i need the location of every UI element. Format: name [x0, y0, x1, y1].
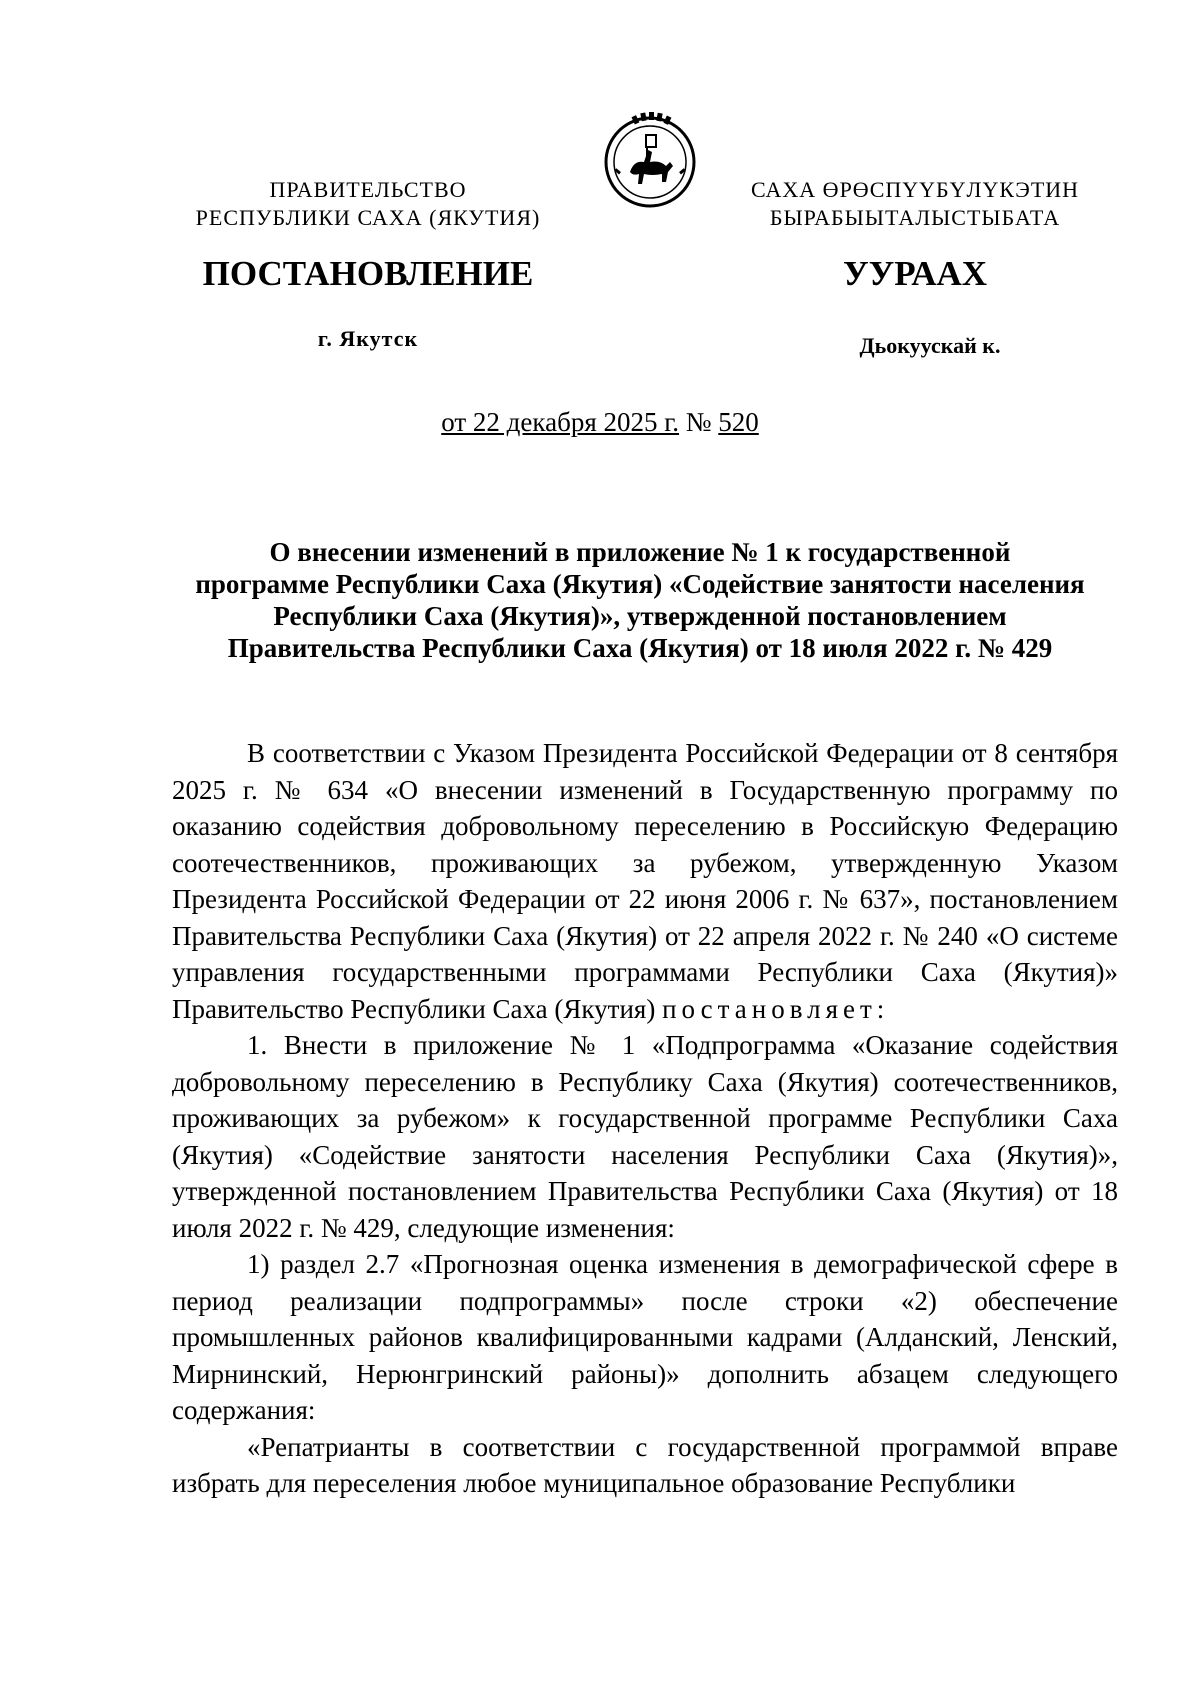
org-name-ru-line1: ПРАВИТЕЛЬСТВО — [269, 177, 467, 202]
doc-type-russian: ПОСТАНОВЛЕНИЕ — [202, 254, 534, 293]
org-name-russian — [168, 176, 568, 232]
document-date: от 22 декабря 2025 г. — [441, 407, 680, 437]
body-paragraph-quote: «Репатрианты в соответствии с государственной программой вправе избрать для переселения любое муниципальное образование Республики — [172, 1431, 1118, 1498]
document-heading — [160, 536, 1120, 664]
document-body — [172, 735, 1118, 1502]
preamble-text: В соответствии с Указом Президента Российской Федерации от 8 сентября 2025 г. № 634 «О внесении изменений в Государственную программу по оказанию содействия добровольному переселению в Российскую Федерацию соотечественников, проживающих за рубежом, утвержденную Указом Президента Российской Федерации от 22 июня 2006 г. № 637», постановлением Правительства Республики Саха (Якутия) от 22 апреля 2022 г. № 240 «О системе управления государственными программами Республики Саха (Якутия)» Правительство Республики Саха (Якутия) — [172, 738, 1118, 1024]
body-paragraph-preamble — [172, 735, 1118, 1027]
body-paragraph-subitem-1: 1) раздел 2.7 «Прогнозная оценка изменения в демографической сфере в период реализации подпрограммы» после строки «2) обеспечение промышленных районов квалифицированными кадрами (Алданский, Ленский, Мирнинский, Нерюнгринский районы)» дополнить абзацем следующего содержания: — [172, 1249, 1118, 1425]
resolves-word: постановляет: — [662, 993, 890, 1024]
heading-line: Правительства Республики Саха (Якутия) от 18 июля 2022 г. № 429 — [227, 633, 1053, 663]
body-paragraph-item-1: 1. Внести в приложение № 1 «Подпрограмма «Оказание содействия добровольному переселению в Республику Саха (Якутия) соотечественников, проживающих за рубежом» к государственной программе Республики Саха (Якутия) «Содействие занятости населения Республики Саха (Якутия)», утвержденной постановлением Правительства Республики Саха (Якутия) от 18 июля 2022 г. № 429, следующие изменения: — [172, 1030, 1118, 1243]
org-name-sakha-line1: САХА ӨРӨСПҮҮБҮЛҮКЭТИН — [750, 177, 1080, 202]
coat-of-arms-emblem-icon — [600, 110, 700, 210]
city-russian: г. Якутск — [317, 326, 419, 351]
document-number: 520 — [718, 407, 759, 437]
org-name-sakha-line2: БЫРАБЫЫТАЛЫСТЫБАТА — [769, 205, 1061, 230]
city-sakha: Дьокуускай к. — [859, 333, 1001, 358]
heading-line: программе Республики Саха (Якутия) «Содействие занятости населения — [195, 569, 1085, 599]
org-name-ru-line2: РЕСПУБЛИКИ САХА (ЯКУТИЯ) — [195, 205, 541, 230]
heading-line: Республики Саха (Якутия)», утвержденной постановлением — [273, 601, 1007, 631]
heading-line: О внесении изменений в приложение № 1 к государственной — [269, 537, 1011, 567]
document-date-number — [0, 407, 1200, 438]
number-label: № — [685, 407, 712, 437]
org-name-sakha — [725, 176, 1105, 232]
doc-type-sakha: УУРААХ — [842, 254, 988, 293]
